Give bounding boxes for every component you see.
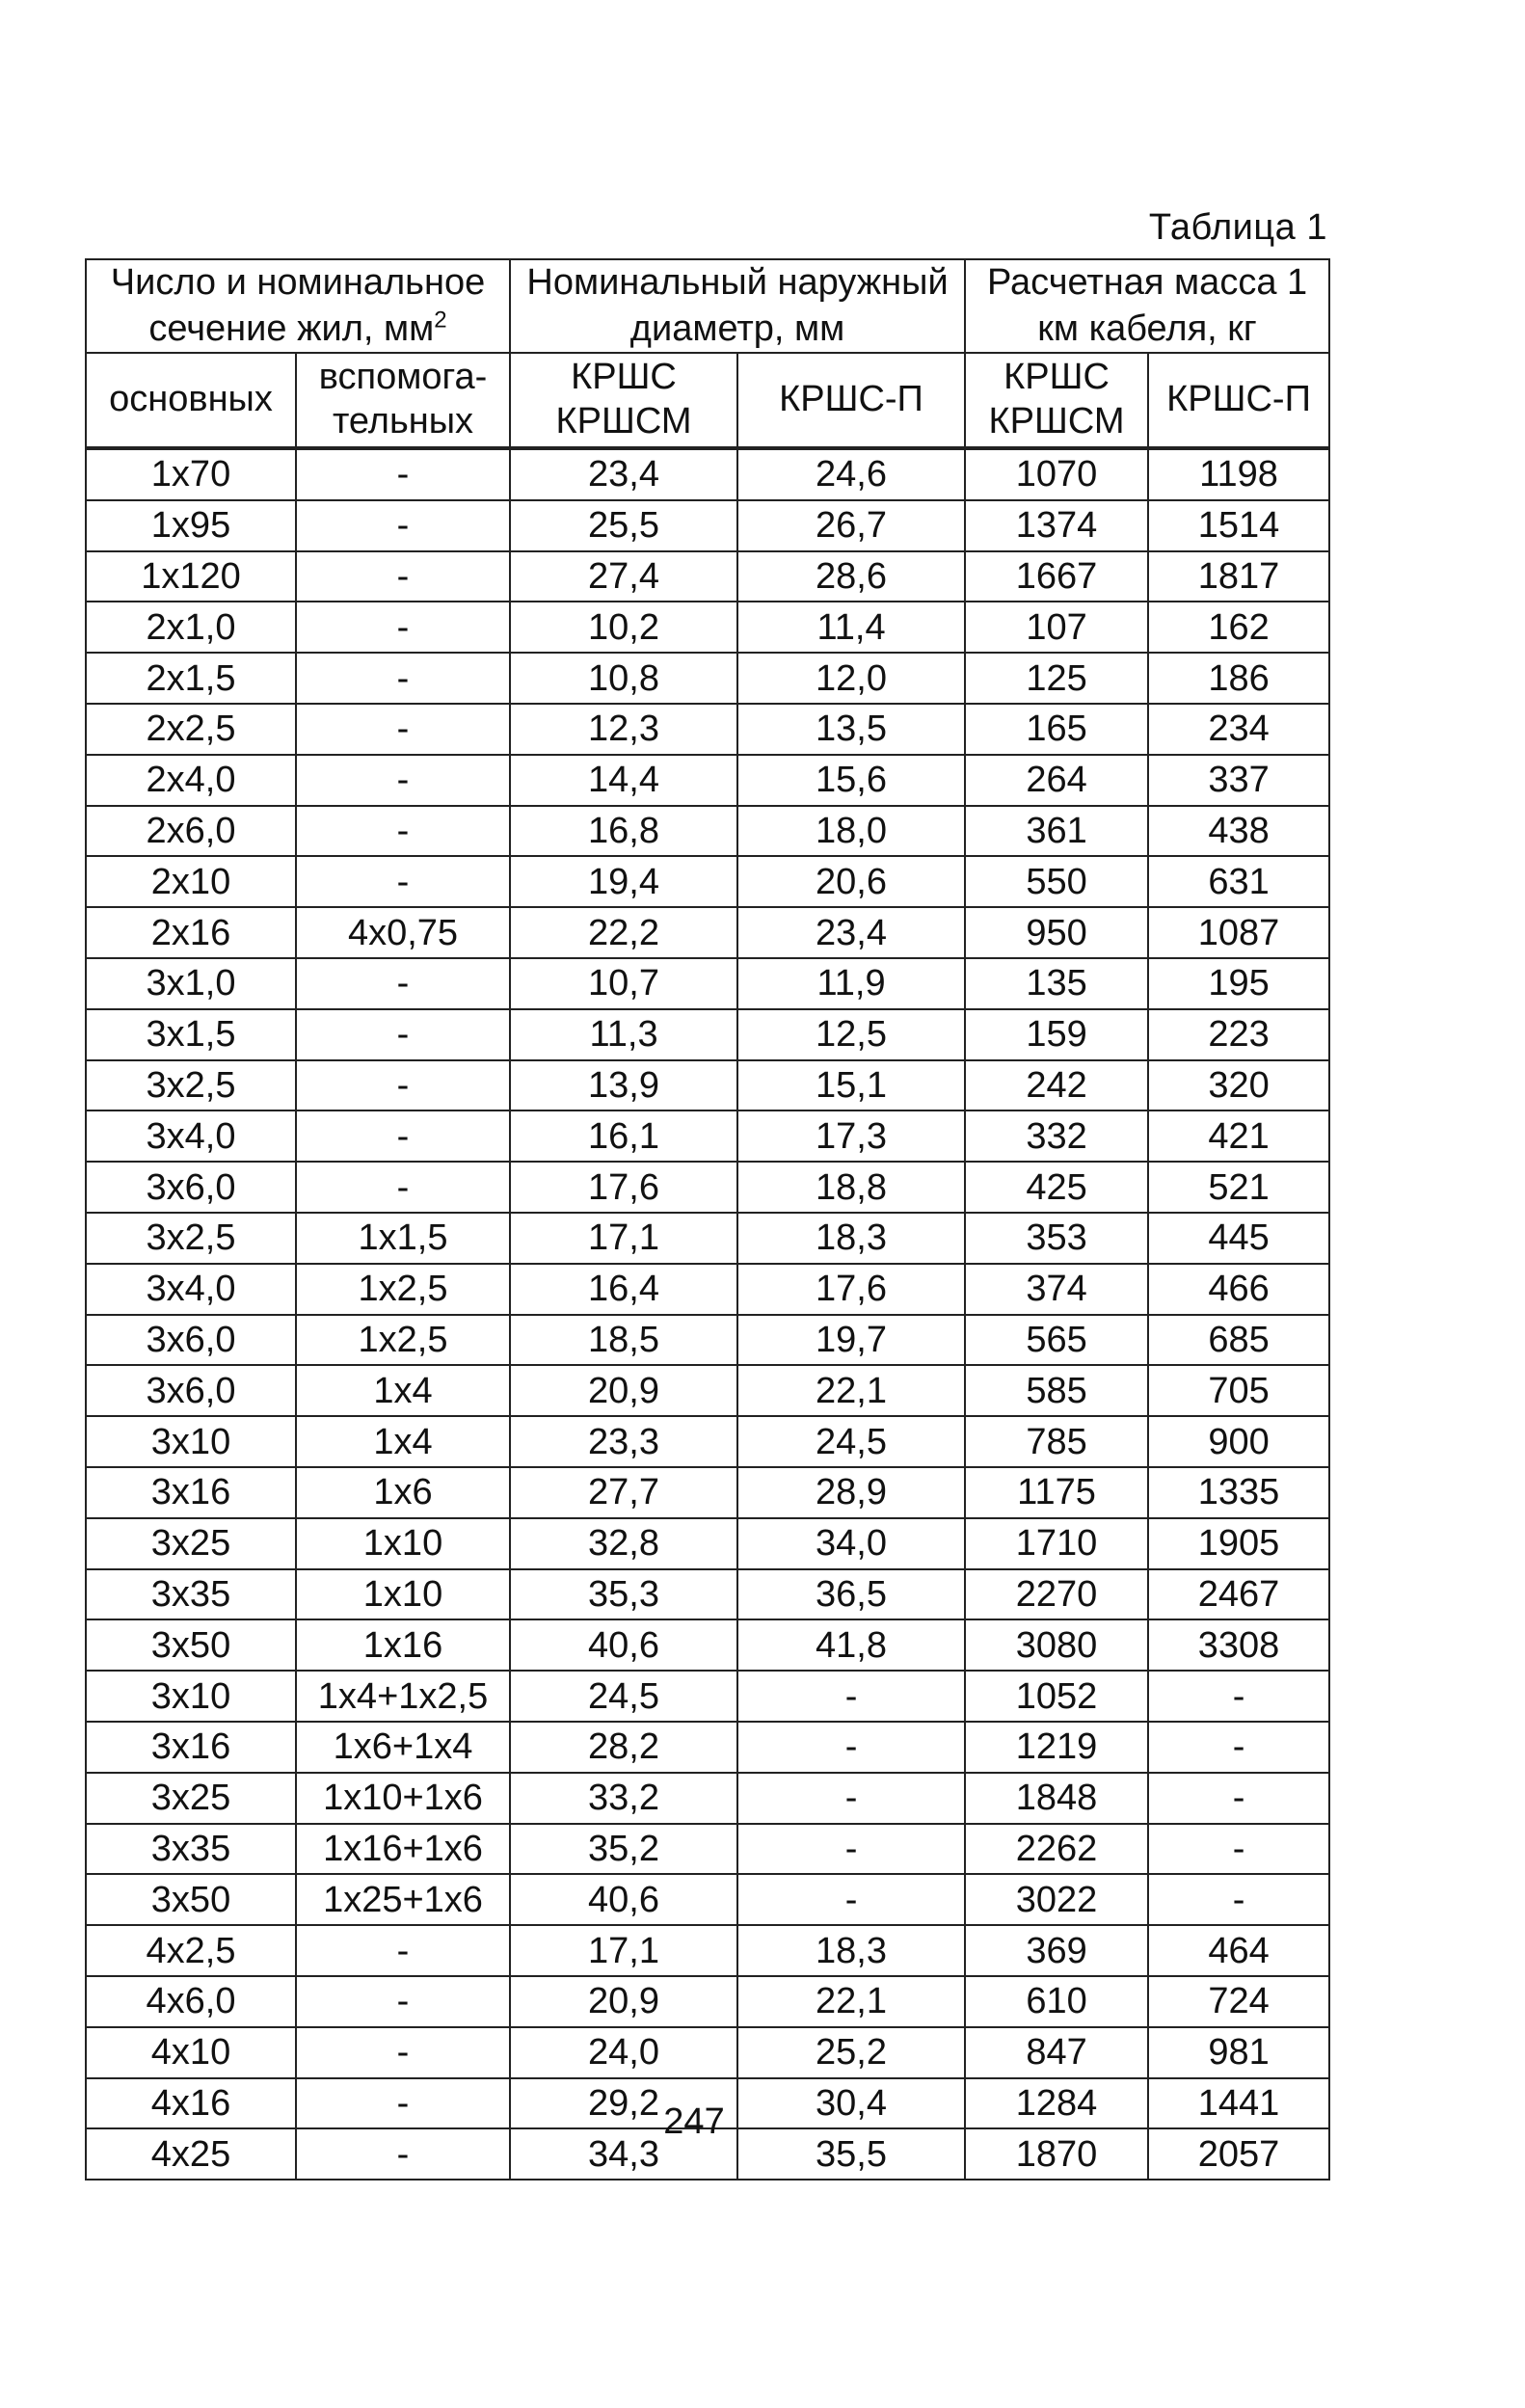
cell-diameter-krshs: 10,2 [510,602,737,653]
cell-mass-krshs: 1052 [965,1671,1148,1722]
cell-diameter-krshs-p: 19,7 [737,1315,965,1366]
table-row [86,755,1329,806]
cell-diameter-krshs: 29,2 [510,2078,737,2129]
cell-mass-krshs-p: - [1148,1671,1329,1722]
cell-mass-krshs: 374 [965,1264,1148,1315]
cell-main-cores: 3х2,5 [86,1213,296,1264]
table-row [86,551,1329,602]
cell-mass-krshs: 353 [965,1213,1148,1264]
table-row [86,653,1329,704]
cell-mass-krshs-p: 464 [1148,1925,1329,1976]
cell-main-cores: 1х95 [86,500,296,551]
cell-aux-cores: 1х16 [296,1619,510,1671]
cell-diameter-krshs-p: 36,5 [737,1569,965,1620]
cell-mass-krshs-p: - [1148,1874,1329,1925]
cell-main-cores: 3х25 [86,1518,296,1569]
cell-aux-cores: 1х4 [296,1365,510,1416]
table-row [86,1162,1329,1213]
cell-diameter-krshs-p: 18,3 [737,1213,965,1264]
cell-mass-krshs-p: 1905 [1148,1518,1329,1569]
cell-mass-krshs-p: 186 [1148,653,1329,704]
cell-main-cores: 3х2,5 [86,1060,296,1111]
table-row [86,704,1329,755]
cell-diameter-krshs: 17,1 [510,1925,737,1976]
table-row [86,602,1329,653]
cell-mass-krshs: 1870 [965,2128,1148,2180]
cell-aux-cores: - [296,2027,510,2078]
cell-mass-krshs: 3022 [965,1874,1148,1925]
cell-mass-krshs: 2270 [965,1569,1148,1620]
cell-mass-krshs-p: 1817 [1148,551,1329,602]
cell-aux-cores: - [296,1009,510,1060]
cell-diameter-krshs: 14,4 [510,755,737,806]
cell-mass-krshs-p: 234 [1148,704,1329,755]
cell-mass-krshs: 361 [965,806,1148,857]
table-row [86,1009,1329,1060]
cell-mass-krshs: 847 [965,2027,1148,2078]
table-row [86,1518,1329,1569]
table-caption: Таблица 1 [1148,207,1327,248]
cell-mass-krshs-p: 1198 [1148,448,1329,500]
table-row [86,1264,1329,1315]
cell-aux-cores: - [296,958,510,1009]
cell-main-cores: 2х2,5 [86,704,296,755]
cell-aux-cores: - [296,500,510,551]
cell-mass-krshs: 2262 [965,1824,1148,1875]
cell-diameter-krshs: 40,6 [510,1874,737,1925]
cell-mass-krshs-p: 2467 [1148,1569,1329,1620]
cell-diameter-krshs: 27,4 [510,551,737,602]
cell-aux-cores: - [296,856,510,907]
cell-mass-krshs-p: 445 [1148,1213,1329,1264]
cell-aux-cores: - [296,1976,510,2027]
cell-diameter-krshs: 23,3 [510,1416,737,1467]
table-row [86,958,1329,1009]
cell-main-cores: 4х6,0 [86,1976,296,2027]
table-row [86,806,1329,857]
cell-diameter-krshs-p: 15,6 [737,755,965,806]
cell-diameter-krshs: 20,9 [510,1365,737,1416]
cell-diameter-krshs: 16,8 [510,806,737,857]
cell-diameter-krshs: 20,9 [510,1976,737,2027]
cell-diameter-krshs-p: 22,1 [737,1976,965,2027]
cell-diameter-krshs-p: 12,5 [737,1009,965,1060]
cell-diameter-krshs-p: 12,0 [737,653,965,704]
cell-diameter-krshs-p: - [737,1773,965,1824]
cell-mass-krshs: 950 [965,907,1148,958]
cell-mass-krshs: 242 [965,1060,1148,1111]
table-row [86,1416,1329,1467]
cell-diameter-krshs-p: 18,3 [737,1925,965,1976]
cell-mass-krshs-p: 2057 [1148,2128,1329,2180]
cell-main-cores: 1х70 [86,448,296,500]
cell-aux-cores: - [296,2128,510,2180]
cell-aux-cores: 1х10 [296,1569,510,1620]
cell-aux-cores: 1х16+1х6 [296,1824,510,1875]
cell-mass-krshs: 1710 [965,1518,1148,1569]
cell-diameter-krshs: 28,2 [510,1722,737,1773]
cell-mass-krshs-p: 421 [1148,1110,1329,1162]
cell-main-cores: 2х1,0 [86,602,296,653]
cell-main-cores: 3х50 [86,1619,296,1671]
cell-aux-cores: - [296,1110,510,1162]
header-row-groups [86,259,1329,353]
cell-diameter-krshs-p: 22,1 [737,1365,965,1416]
cell-mass-krshs-p: - [1148,1773,1329,1824]
cell-mass-krshs: 425 [965,1162,1148,1213]
cell-mass-krshs: 1848 [965,1773,1148,1824]
cell-diameter-krshs-p: 24,5 [737,1416,965,1467]
cell-main-cores: 3х50 [86,1874,296,1925]
cell-aux-cores: - [296,653,510,704]
cell-diameter-krshs: 10,8 [510,653,737,704]
cell-diameter-krshs: 18,5 [510,1315,737,1366]
cell-main-cores: 3х16 [86,1467,296,1518]
cell-main-cores: 3х4,0 [86,1264,296,1315]
cell-main-cores: 3х35 [86,1824,296,1875]
table-row [86,1110,1329,1162]
cell-aux-cores: - [296,755,510,806]
table-row [86,1569,1329,1620]
page-number: 247 [663,2101,725,2142]
table-row [86,1315,1329,1366]
cell-main-cores: 2х4,0 [86,755,296,806]
cell-diameter-krshs: 16,1 [510,1110,737,1162]
cell-main-cores: 1х120 [86,551,296,602]
header-mass-krshs: КРШС КРШСМ [965,353,1148,448]
cell-main-cores: 2х6,0 [86,806,296,857]
table-row [86,1824,1329,1875]
cell-diameter-krshs-p: 20,6 [737,856,965,907]
cell-diameter-krshs: 25,5 [510,500,737,551]
cell-diameter-krshs: 35,3 [510,1569,737,1620]
cell-main-cores: 3х25 [86,1773,296,1824]
cell-diameter-krshs-p: 11,9 [737,958,965,1009]
cell-mass-krshs: 1219 [965,1722,1148,1773]
cell-diameter-krshs: 24,0 [510,2027,737,2078]
cell-main-cores: 4х10 [86,2027,296,2078]
header-main-cores: основных [86,353,296,448]
header-diameter-group: Номинальный наружный диаметр, мм [510,259,965,353]
cell-aux-cores: 1х10+1х6 [296,1773,510,1824]
cell-aux-cores: - [296,1162,510,1213]
header-mass-group: Расчетная масса 1 км кабеля, кг [965,259,1329,353]
cell-mass-krshs-p: 466 [1148,1264,1329,1315]
superscript-2: 2 [434,306,447,333]
cell-main-cores: 3х10 [86,1671,296,1722]
cell-mass-krshs: 165 [965,704,1148,755]
cell-diameter-krshs-p: 23,4 [737,907,965,958]
table-row [86,1773,1329,1824]
cell-mass-krshs-p: 981 [1148,2027,1329,2078]
cell-mass-krshs-p: 1335 [1148,1467,1329,1518]
cell-diameter-krshs: 19,4 [510,856,737,907]
cell-mass-krshs: 550 [965,856,1148,907]
cell-mass-krshs-p: 521 [1148,1162,1329,1213]
cell-mass-krshs-p: 685 [1148,1315,1329,1366]
cell-mass-krshs-p: 162 [1148,602,1329,653]
cell-mass-krshs-p: - [1148,1722,1329,1773]
cell-diameter-krshs: 24,5 [510,1671,737,1722]
header-diameter-krshs-p: КРШС-П [737,353,965,448]
table-row [86,907,1329,958]
cell-mass-krshs-p: 705 [1148,1365,1329,1416]
cell-diameter-krshs-p: 18,0 [737,806,965,857]
cell-main-cores: 3х6,0 [86,1162,296,1213]
cell-mass-krshs-p: 900 [1148,1416,1329,1467]
cell-diameter-krshs: 32,8 [510,1518,737,1569]
header-aux-cores: вспомога-тельных [296,353,510,448]
cell-diameter-krshs-p: 24,6 [737,448,965,500]
cell-main-cores: 3х10 [86,1416,296,1467]
cell-diameter-krshs-p: 15,1 [737,1060,965,1111]
table-row [86,1671,1329,1722]
cell-diameter-krshs: 27,7 [510,1467,737,1518]
cell-diameter-krshs: 17,1 [510,1213,737,1264]
cell-diameter-krshs-p: - [737,1671,965,1722]
cell-diameter-krshs-p: 30,4 [737,2078,965,2129]
cell-mass-krshs-p: 337 [1148,755,1329,806]
cell-mass-krshs: 1667 [965,551,1148,602]
cell-mass-krshs: 1374 [965,500,1148,551]
cell-aux-cores: 1х2,5 [296,1315,510,1366]
table-row [86,448,1329,500]
table-row [86,1619,1329,1671]
cell-mass-krshs-p: 438 [1148,806,1329,857]
table-row [86,1365,1329,1416]
table-row [86,2027,1329,2078]
cell-mass-krshs: 585 [965,1365,1148,1416]
cell-main-cores: 2х1,5 [86,653,296,704]
cell-aux-cores: - [296,2078,510,2129]
cell-diameter-krshs: 17,6 [510,1162,737,1213]
cell-mass-krshs: 332 [965,1110,1148,1162]
cell-main-cores: 3х1,5 [86,1009,296,1060]
cell-aux-cores: 1х1,5 [296,1213,510,1264]
cell-main-cores: 4х2,5 [86,1925,296,1976]
header-cores-group: Число и номинальное сечение жил, $мм^2$ [86,259,510,353]
cell-diameter-krshs: 22,2 [510,907,737,958]
cell-diameter-krshs: 40,6 [510,1619,737,1671]
cell-main-cores: 3х35 [86,1569,296,1620]
cell-diameter-krshs-p: 11,4 [737,602,965,653]
cell-aux-cores: 1х4+1х2,5 [296,1671,510,1722]
cell-mass-krshs: 159 [965,1009,1148,1060]
cell-mass-krshs: 369 [965,1925,1148,1976]
table-row [86,500,1329,551]
table-row [86,856,1329,907]
cell-mass-krshs-p: 223 [1148,1009,1329,1060]
cell-diameter-krshs: 12,3 [510,704,737,755]
cell-aux-cores: 1х6 [296,1467,510,1518]
cell-diameter-krshs-p: 26,7 [737,500,965,551]
cell-mass-krshs: 610 [965,1976,1148,2027]
table-row [86,1213,1329,1264]
table-header [86,259,1329,448]
header-mass-krshs-p: КРШС-П [1148,353,1329,448]
cell-mass-krshs: 1284 [965,2078,1148,2129]
cell-aux-cores: 1х2,5 [296,1264,510,1315]
cell-mass-krshs-p: 1514 [1148,500,1329,551]
table-row [86,1874,1329,1925]
cell-mass-krshs-p: 631 [1148,856,1329,907]
cell-diameter-krshs: 10,7 [510,958,737,1009]
cell-mass-krshs: 1175 [965,1467,1148,1518]
cell-aux-cores: - [296,551,510,602]
cell-main-cores: 3х1,0 [86,958,296,1009]
cell-mass-krshs: 785 [965,1416,1148,1467]
cell-main-cores: 4х16 [86,2078,296,2129]
cell-diameter-krshs-p: - [737,1824,965,1875]
cell-main-cores: 3х16 [86,1722,296,1773]
cell-diameter-krshs-p: 28,6 [737,551,965,602]
cell-mass-krshs: 264 [965,755,1148,806]
cell-mass-krshs-p: 1441 [1148,2078,1329,2129]
table-row [86,1976,1329,2027]
cell-main-cores: 2х10 [86,856,296,907]
cell-diameter-krshs: 16,4 [510,1264,737,1315]
cell-diameter-krshs-p: 35,5 [737,2128,965,2180]
cell-aux-cores: 1х6+1х4 [296,1722,510,1773]
cell-diameter-krshs-p: 34,0 [737,1518,965,1569]
cell-mass-krshs: 135 [965,958,1148,1009]
cell-aux-cores: 1х25+1х6 [296,1874,510,1925]
cell-main-cores: 4х25 [86,2128,296,2180]
table-body [86,448,1329,2180]
header-diameter-krshs: КРШС КРШСМ [510,353,737,448]
cell-mass-krshs-p: - [1148,1824,1329,1875]
cell-aux-cores: - [296,602,510,653]
cell-diameter-krshs-p: - [737,1874,965,1925]
cell-diameter-krshs-p: 28,9 [737,1467,965,1518]
cell-aux-cores: 1х4 [296,1416,510,1467]
cell-aux-cores: - [296,1060,510,1111]
cell-main-cores: 3х6,0 [86,1365,296,1416]
cell-main-cores: 3х4,0 [86,1110,296,1162]
cell-mass-krshs-p: 1087 [1148,907,1329,958]
cell-diameter-krshs: 33,2 [510,1773,737,1824]
cell-diameter-krshs-p: 25,2 [737,2027,965,2078]
cell-mass-krshs: 107 [965,602,1148,653]
cell-diameter-krshs-p: - [737,1722,965,1773]
cell-diameter-krshs-p: 17,3 [737,1110,965,1162]
cell-diameter-krshs-p: 18,8 [737,1162,965,1213]
table-row [86,1060,1329,1111]
cell-mass-krshs: 1070 [965,448,1148,500]
cell-diameter-krshs-p: 13,5 [737,704,965,755]
cell-aux-cores: 1х10 [296,1518,510,1569]
cell-diameter-krshs: 13,9 [510,1060,737,1111]
cell-diameter-krshs-p: 17,6 [737,1264,965,1315]
cell-diameter-krshs: 11,3 [510,1009,737,1060]
cell-mass-krshs: 3080 [965,1619,1148,1671]
cell-aux-cores: - [296,704,510,755]
cell-main-cores: 3х6,0 [86,1315,296,1366]
table-row [86,1467,1329,1518]
cell-diameter-krshs: 35,2 [510,1824,737,1875]
cell-mass-krshs-p: 195 [1148,958,1329,1009]
header-row-sub [86,353,1329,448]
cell-main-cores: 2х16 [86,907,296,958]
cell-aux-cores: - [296,1925,510,1976]
cell-diameter-krshs-p: 41,8 [737,1619,965,1671]
cell-mass-krshs: 125 [965,653,1148,704]
table-row [86,1925,1329,1976]
cell-aux-cores: - [296,448,510,500]
cell-mass-krshs-p: 724 [1148,1976,1329,2027]
cell-aux-cores: 4х0,75 [296,907,510,958]
cell-aux-cores: - [296,806,510,857]
cell-diameter-krshs: 34,3 [510,2128,737,2180]
cable-data-table [85,258,1330,2181]
cell-mass-krshs-p: 320 [1148,1060,1329,1111]
cell-mass-krshs: 565 [965,1315,1148,1366]
table-row [86,1722,1329,1773]
cell-diameter-krshs: 23,4 [510,448,737,500]
cell-mass-krshs-p: 3308 [1148,1619,1329,1671]
